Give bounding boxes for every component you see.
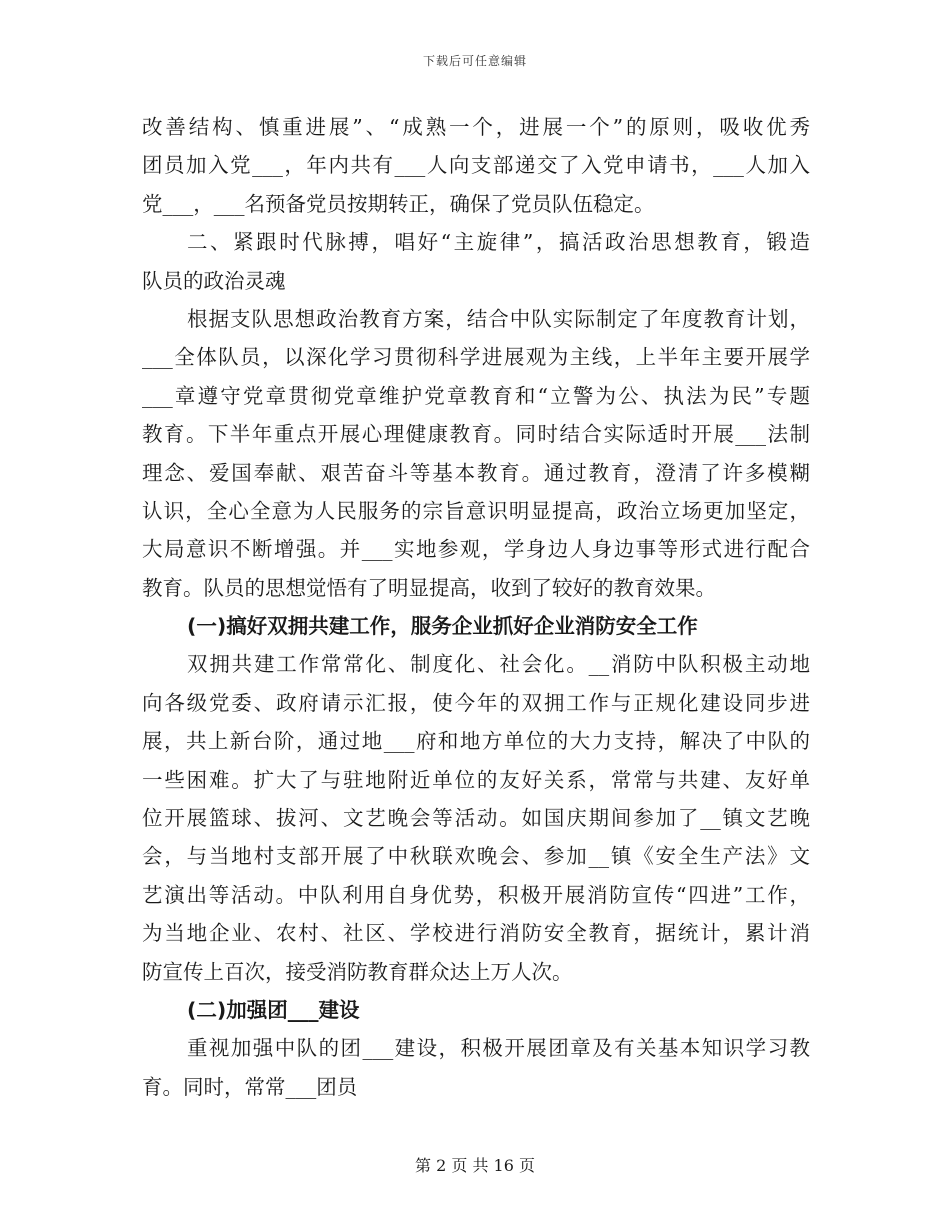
text-line: 艺演出等活动。中队利用自身优势，积极开展消防宣传“四进”工作， bbox=[142, 882, 810, 907]
text-line: ___全体队员，以深化学习贯彻科学进展观为主线，上半年主要开展学 bbox=[142, 345, 810, 370]
text-line: 重视加强中队的团___建设，积极开展团章及有关基本知识学习教 bbox=[187, 1036, 810, 1061]
text-line: 会，与当地村支部开展了中秋联欢晚会、参加__镇《安全生产法》文 bbox=[142, 844, 810, 869]
page-footer: 第 2 页 共 16 页 bbox=[415, 1156, 535, 1175]
text-line: 防宣传上百次，接受消防教育群众达上万人次。 bbox=[142, 959, 573, 984]
text-line: 党___，___名预备党员按期转正，确保了党员队伍稳定。 bbox=[142, 191, 655, 216]
text-line: 教育。下半年重点开展心理健康教育。同时结合实际适时开展___法制 bbox=[142, 422, 810, 447]
section-title-line: 队员的政治灵魂 bbox=[142, 268, 286, 293]
section-title-line: 二、紧跟时代脉搏，唱好“主旋律”，搞活政治思想教育，锻造 bbox=[187, 230, 810, 255]
text-line: 团员加入党___，年内共有___人向支部递交了入党申请书，___人加入 bbox=[142, 153, 810, 178]
text-line: 展，共上新台阶，通过地___府和地方单位的大力支持，解决了中队的 bbox=[142, 729, 810, 754]
text-line: 大局意识不断增强。并___实地参观，学身边人身边事等形式进行配合 bbox=[142, 537, 810, 562]
text-line: ___章遵守党章贯彻党章维护党章教育和“立警为公、执法为民”专题 bbox=[142, 383, 810, 408]
text-line: 根据支队思想政治教育方案，结合中队实际制定了年度教育计划， bbox=[187, 306, 810, 331]
text-line: 育。同时，常常___团员 bbox=[142, 1074, 358, 1099]
text-line: 位开展篮球、拔河、文艺晚会等活动。如国庆期间参加了__镇文艺晚 bbox=[142, 806, 810, 831]
text-line: 教育。队员的思想觉悟有了明显提高，收到了较好的教育效果。 bbox=[142, 575, 716, 600]
page-header: 下载后可任意编辑 bbox=[422, 54, 527, 68]
text-line: 认识，全心全意为人民服务的宗旨意识明显提高，政治立场更加坚定， bbox=[142, 498, 810, 523]
text-line: 向各级党委、政府请示汇报，使今年的双拥工作与正规化建设同步进 bbox=[142, 690, 810, 715]
text-line: 改善结构、慎重进展”、“成熟一个，进展一个”的原则，吸收优秀 bbox=[142, 115, 810, 139]
subsection-heading: (一)搞好双拥共建工作，服务企业抓好企业消防安全工作 bbox=[187, 614, 698, 639]
text-line: 为当地企业、农村、社区、学校进行消防安全教育，据统计，累计消 bbox=[142, 921, 810, 946]
document-body bbox=[142, 108, 810, 1106]
text-line: 双拥共建工作常常化、制度化、社会化。__消防中队积极主动地 bbox=[187, 652, 810, 677]
text-line: 理念、爱国奉献、艰苦奋斗等基本教育。通过教育，澄清了许多模糊 bbox=[142, 460, 810, 485]
text-line: 一些困难。扩大了与驻地附近单位的友好关系，常常与共建、友好单 bbox=[142, 767, 810, 792]
subsection-heading: (二)加强团___建设 bbox=[187, 997, 360, 1022]
